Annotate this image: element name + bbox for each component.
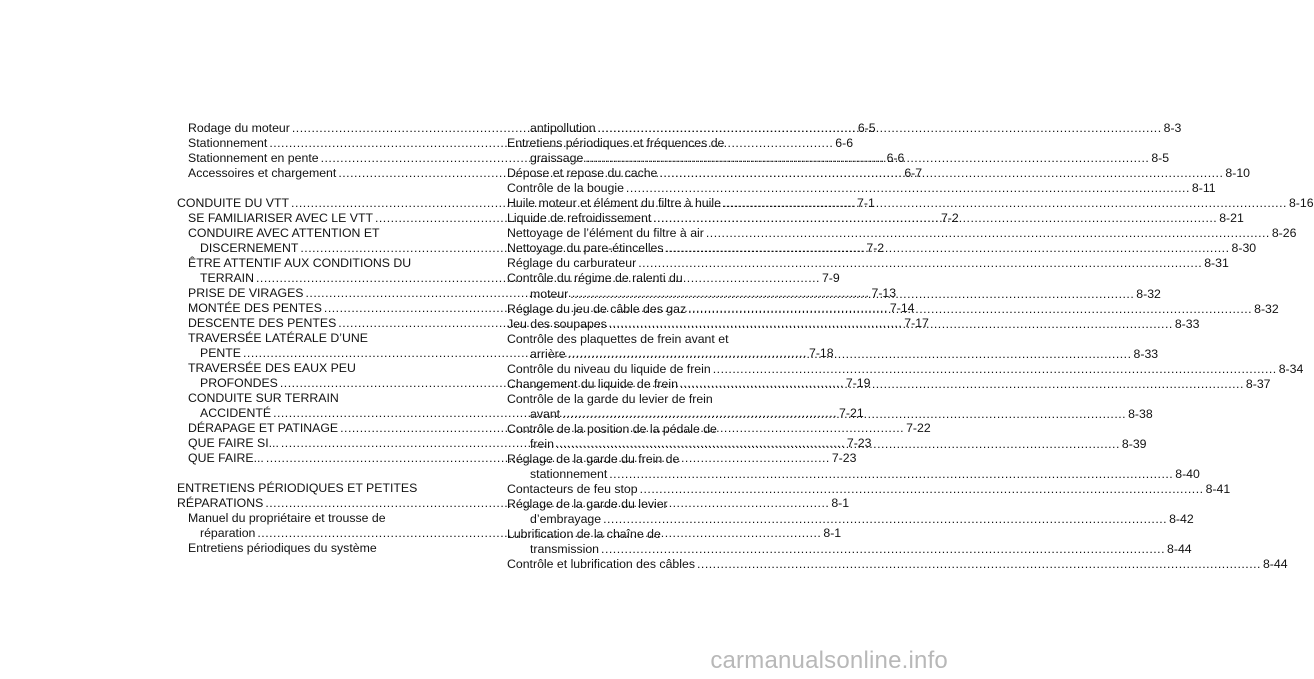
dot-leader (659, 166, 1223, 181)
toc-entry-title: MONTÉE DES PENTES (188, 301, 322, 316)
toc-entry (507, 557, 1288, 572)
toc-page-number: 8-26 (1271, 226, 1297, 241)
toc-entry-title: d’embrayage (530, 512, 602, 527)
toc-entry-title: PRISE DE VIRAGES (188, 285, 304, 300)
dot-leader (585, 151, 1149, 166)
toc-entry-title: avant (530, 406, 561, 421)
toc-entry-title: TRAVERSÉE DES EAUX PEU (188, 361, 356, 376)
toc-page-number: 8-3 (1163, 121, 1182, 135)
toc-entry (507, 181, 1216, 196)
toc-entry-title: PROFONDES (200, 376, 278, 391)
toc-entry-title: PENTE (200, 346, 241, 361)
toc-page-number: 8-1 (823, 526, 842, 541)
toc-entry-title: Entretiens périodiques et fréquences de (507, 136, 725, 151)
toc-page-number: 7-9 (821, 270, 840, 285)
toc-entry-title: Accessoires et chargement (188, 166, 337, 181)
toc-entry-title: Contrôle de la position de la pédale de (507, 421, 717, 436)
toc-page-number: 7-23 (846, 436, 872, 451)
toc-page-number: 8-44 (1262, 557, 1288, 572)
toc-entry-title: stationnement (530, 467, 608, 482)
toc-page-number: 8-32 (1136, 286, 1161, 301)
toc-page-number: 8-39 (1121, 436, 1147, 451)
toc-entry-title: CONDUITE SUR TERRAIN (188, 391, 339, 406)
toc-entry-title: Jeu des soupapes (507, 316, 607, 331)
toc-page-number: 7-19 (845, 376, 871, 391)
dot-leader (601, 542, 1165, 557)
toc-entry-title: Réglage du carburateur (507, 256, 637, 271)
toc-entry-title: Nettoyage de l’élément du filtre à air (507, 226, 704, 241)
toc-entry-title: Huile moteur et élément du filtre à huile (507, 196, 721, 211)
toc-entry (507, 361, 1304, 377)
toc-entry-title: QUE FAIRE... (188, 451, 264, 466)
toc-entry-title: réparation (200, 526, 256, 541)
toc-page-number: 8-38 (1128, 406, 1153, 421)
toc-page-number: 7-22 (906, 421, 931, 436)
toc-entry-title: DISCERNEMENT (200, 240, 299, 255)
toc-page-number: 7-1 (857, 195, 875, 210)
toc-entry (507, 422, 778, 437)
toc-entry-title: DESCENTE DES PENTES (188, 316, 337, 331)
toc-entry (507, 452, 778, 467)
toc-page-number: 8-33 (1133, 346, 1159, 361)
toc-page-number: 8-33 (1174, 316, 1200, 331)
toc-entry-title: DÉRAPAGE ET PATINAGE (188, 421, 339, 436)
dot-leader (626, 181, 1190, 196)
toc-entry-title: ACCIDENTÉ (200, 406, 272, 421)
toc-page-number: 8-32 (1254, 301, 1279, 316)
toc-page-number: 6-6 (835, 136, 854, 151)
dot-leader (562, 407, 1126, 422)
toc-entry-title: Changement du liquide de frein (507, 376, 678, 391)
section-gap (177, 181, 462, 196)
toc-entry (507, 467, 1200, 482)
dot-leader (688, 302, 1252, 317)
toc-page-number: 8-10 (1225, 166, 1251, 181)
dot-leader (697, 557, 1261, 572)
toc-entry (507, 271, 778, 286)
dot-leader (706, 226, 1270, 241)
dot-leader (609, 317, 1173, 332)
toc-page-number: 8-42 (1169, 512, 1194, 527)
toc-entry-title: SE FAMILIARISER AVEC LE VTT (188, 210, 373, 225)
dot-leader (680, 377, 1244, 392)
toc-entry-title: CONDUITE DU VTT (177, 195, 290, 210)
toc-entry-title: Réglage de la garde du levier (507, 497, 668, 512)
toc-entry-title: Lubrification de la chaîne de (507, 527, 661, 542)
dot-leader (570, 287, 1134, 302)
toc-entry (507, 256, 1229, 271)
dot-leader (666, 241, 1230, 256)
dot-leader (640, 482, 1204, 497)
toc-entry-title: arrière (530, 346, 566, 361)
toc-page-number: 8-41 (1205, 482, 1231, 497)
toc-entry (507, 332, 778, 347)
toc-page-number: 7-2 (866, 240, 885, 255)
toc-page-number: 8-40 (1175, 467, 1200, 482)
toc-entry-title: Contrôle et lubrification des câbles (507, 557, 695, 572)
toc-entry-title: moteur (530, 286, 569, 301)
toc-page-number: 7-2 (940, 210, 959, 225)
toc-entry (507, 542, 1192, 557)
toc-page-number: 8-1 (831, 496, 850, 511)
toc-entry (507, 136, 778, 151)
toc-entry-title: Liquide de refroidissement (507, 211, 652, 226)
toc-entry (507, 226, 1297, 241)
dot-leader (609, 467, 1173, 482)
toc-entry-title: Manuel du propriétaire et trousse de (188, 511, 386, 526)
toc-entry-title: QUE FAIRE SI... (188, 436, 279, 451)
toc-entry (177, 541, 462, 556)
dot-leader (723, 196, 1287, 211)
dot-leader (653, 211, 1217, 226)
toc-entry (177, 256, 462, 271)
toc-entry-title: Contrôle de la bougie (507, 181, 624, 196)
toc-entry-title: Contrôle des plaquettes de frein avant et (507, 331, 729, 346)
toc-entry-title: graissage (530, 151, 584, 166)
toc-entry-title: Stationnement en pente (188, 151, 319, 166)
toc-page-number: 7-18 (808, 346, 834, 361)
toc-page-number: 8-21 (1219, 211, 1244, 226)
toc-entry-title: Contrôle de la garde du levier de frein (507, 391, 713, 406)
toc-entry-title: RÉPARATIONS (177, 496, 264, 511)
dot-leader (568, 347, 1132, 362)
toc-entry-title: Réglage du jeu de câble des gaz (507, 301, 687, 316)
toc-entry-title: Entretiens périodiques du système (188, 541, 377, 556)
toc-entry (177, 226, 462, 241)
section-gap (177, 467, 462, 482)
toc-entry-title: Stationnement (188, 136, 268, 151)
toc-entry-title: frein (530, 436, 554, 451)
dot-leader (603, 512, 1167, 527)
toc-entry-title: CONDUIRE AVEC ATTENTION ET (188, 225, 380, 240)
toc-page-number: 7-13 (871, 285, 897, 300)
toc-entry (507, 392, 778, 407)
toc-entry-title: TRAVERSÉE LATÉRALE D’UNE (188, 331, 368, 346)
toc-entry-title: Rodage du moteur (188, 121, 290, 135)
toc-entry (507, 527, 778, 542)
toc-page-number: 8-30 (1231, 241, 1257, 256)
toc-page-number: 7-23 (831, 451, 857, 466)
dot-leader (556, 437, 1120, 452)
toc-page-number: 7-17 (904, 316, 929, 331)
toc-page-number: 8-31 (1204, 256, 1229, 271)
toc-page-number: 8-5 (1151, 151, 1170, 166)
dot-leader (713, 362, 1277, 377)
toc-page-number: 7-14 (889, 301, 915, 316)
toc-entry-title: transmission (530, 542, 600, 557)
toc-entry (177, 391, 462, 406)
toc-entry-title: Réglage de la garde du frein de (507, 452, 680, 467)
toc-page-number: 6-7 (904, 166, 923, 181)
toc-page-number: 8-11 (1191, 181, 1216, 196)
toc-page-number: 8-16 (1288, 196, 1314, 211)
toc-page-number: 8-44 (1167, 542, 1192, 557)
toc-entry (507, 497, 778, 512)
toc-page-number: 8-34 (1278, 361, 1304, 376)
toc-entry (177, 331, 462, 346)
toc-entry-title: Contacteurs de feu stop (507, 482, 638, 497)
toc-entry-title: ÊTRE ATTENTIF AUX CONDITIONS DU (188, 255, 412, 270)
dot-leader (598, 121, 1162, 136)
toc-page-number: 8-37 (1245, 376, 1271, 391)
toc-entry-title: Nettoyage du pare-étincelles (507, 241, 664, 256)
toc-entry (177, 361, 462, 376)
toc-entry-title: ENTRETIENS PÉRIODIQUES ET PETITES (177, 481, 418, 496)
toc-entry-title: antipollution (530, 121, 596, 135)
dot-leader (638, 256, 1202, 271)
toc-entry-title: Contrôle du niveau du liquide de frein (507, 361, 711, 376)
toc-entry-title: TERRAIN (200, 270, 254, 285)
toc-entry (507, 482, 1231, 497)
toc-entry-title: Contrôle du régime de ralenti du (507, 271, 683, 286)
toc-page-number: 6-6 (886, 151, 905, 166)
toc-section-entry (177, 481, 462, 496)
toc-entry (507, 512, 1194, 527)
toc-entry (177, 511, 462, 526)
toc-entry-title: Dépose et repose du cache (507, 166, 658, 181)
toc-page-number: 6-5 (857, 121, 876, 135)
watermark-text: carmanualsonline.info (710, 647, 948, 674)
toc-page-number: 7-21 (839, 406, 864, 421)
